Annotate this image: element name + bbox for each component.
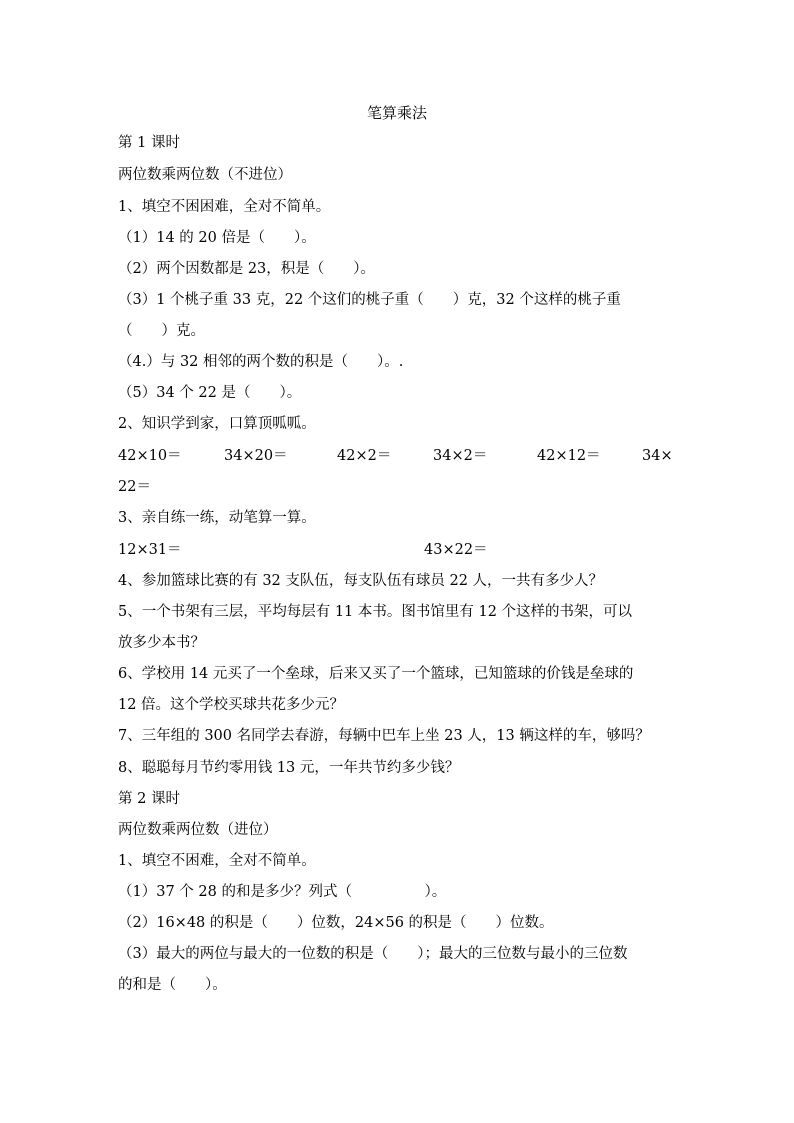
oral-calc: 42×10＝	[118, 448, 182, 464]
lesson1-q8: 8、聪聪每月节约零用钱 13 元，一年共节约多少钱？	[118, 760, 460, 776]
oral-calc: 42×12＝	[537, 448, 601, 464]
lesson2-subheading: 两位数乘两位数（进位）	[118, 822, 278, 838]
oral-calc: 34×2＝	[433, 448, 488, 464]
lesson2-q1-item-3: （3）最大的两位与最大的一位数的积是（ ）；最大的三位数与最小的三位数	[118, 946, 628, 962]
lesson1-q6-line-1: 6、学校用 14 元买了一个垒球，后来又买了一个篮球，已知篮球的价钱是垒球的	[118, 666, 634, 682]
lesson1-q2-label: 2、知识学到家，口算顶呱呱。	[118, 416, 316, 432]
oral-calc: 34×20＝	[224, 448, 288, 464]
lesson1-q5-line-2: 放多少本书？	[118, 635, 205, 651]
lesson1-q1-item-1: （1）14 的 20 倍是（ ）。	[118, 230, 316, 246]
lesson1-q5-line-1: 5、一个书架有三层，平均每层有 11 本书。图书馆里有 12 个这样的书架，可以	[118, 604, 633, 620]
lesson1-subheading: 两位数乘两位数（不进位）	[118, 167, 292, 183]
oral-calc: 34×	[642, 448, 673, 464]
lesson1-q4: 4、参加篮球比赛的有 32 支队伍，每支队伍有球员 22 人，一共有多少人？	[118, 573, 604, 589]
lesson2-q1-item-3-cont: 的和是（ ）。	[118, 977, 227, 993]
lesson1-q1-item-3-cont: （ ）克。	[118, 323, 205, 339]
lesson2-q1-item-2: （2）16×48 的积是（ ）位数，24×56 的积是（ ）位数。	[118, 915, 554, 931]
lesson1-q6-line-2: 12 倍。这个学校买球共花多少元？	[118, 697, 345, 713]
lesson1-q3-label: 3、亲自练一练，动笔算一算。	[118, 510, 316, 526]
lesson2-q1-item-1: （1）37 个 28 的和是多少？列式（ ）。	[118, 884, 447, 900]
oral-calc: 42×2＝	[337, 448, 392, 464]
lesson1-heading: 第 1 课时	[118, 135, 180, 151]
oral-calc-wrap: 22＝	[118, 479, 151, 495]
lesson2-q1-label: 1、填空不困难，全对不简单。	[118, 853, 316, 869]
lesson1-q1-item-4: （4.）与 32 相邻的两个数的积是（ ）。.	[118, 354, 404, 370]
lesson1-q1-item-5: （5）34 个 22 是（ ）。	[118, 385, 302, 401]
lesson1-q1-item-2: （2）两个因数都是 23，积是（ ）。	[118, 261, 376, 277]
lesson2-heading: 第 2 课时	[118, 791, 180, 807]
page-title: 笔算乘法	[366, 104, 427, 122]
written-calc: 43×22＝	[424, 542, 488, 558]
written-calc: 12×31＝	[118, 542, 182, 558]
lesson1-q7: 7、三年组的 300 名同学去春游，每辆中巴车上坐 23 人，13 辆这样的车，够吗？	[118, 728, 650, 744]
lesson1-q1-item-3: （3）1 个桃子重 33 克，22 个这们的桃子重（ ）克，32 个这样的桃子重	[118, 292, 621, 308]
lesson1-q1-label: 1、填空不困困难，全对不简单。	[118, 199, 331, 215]
